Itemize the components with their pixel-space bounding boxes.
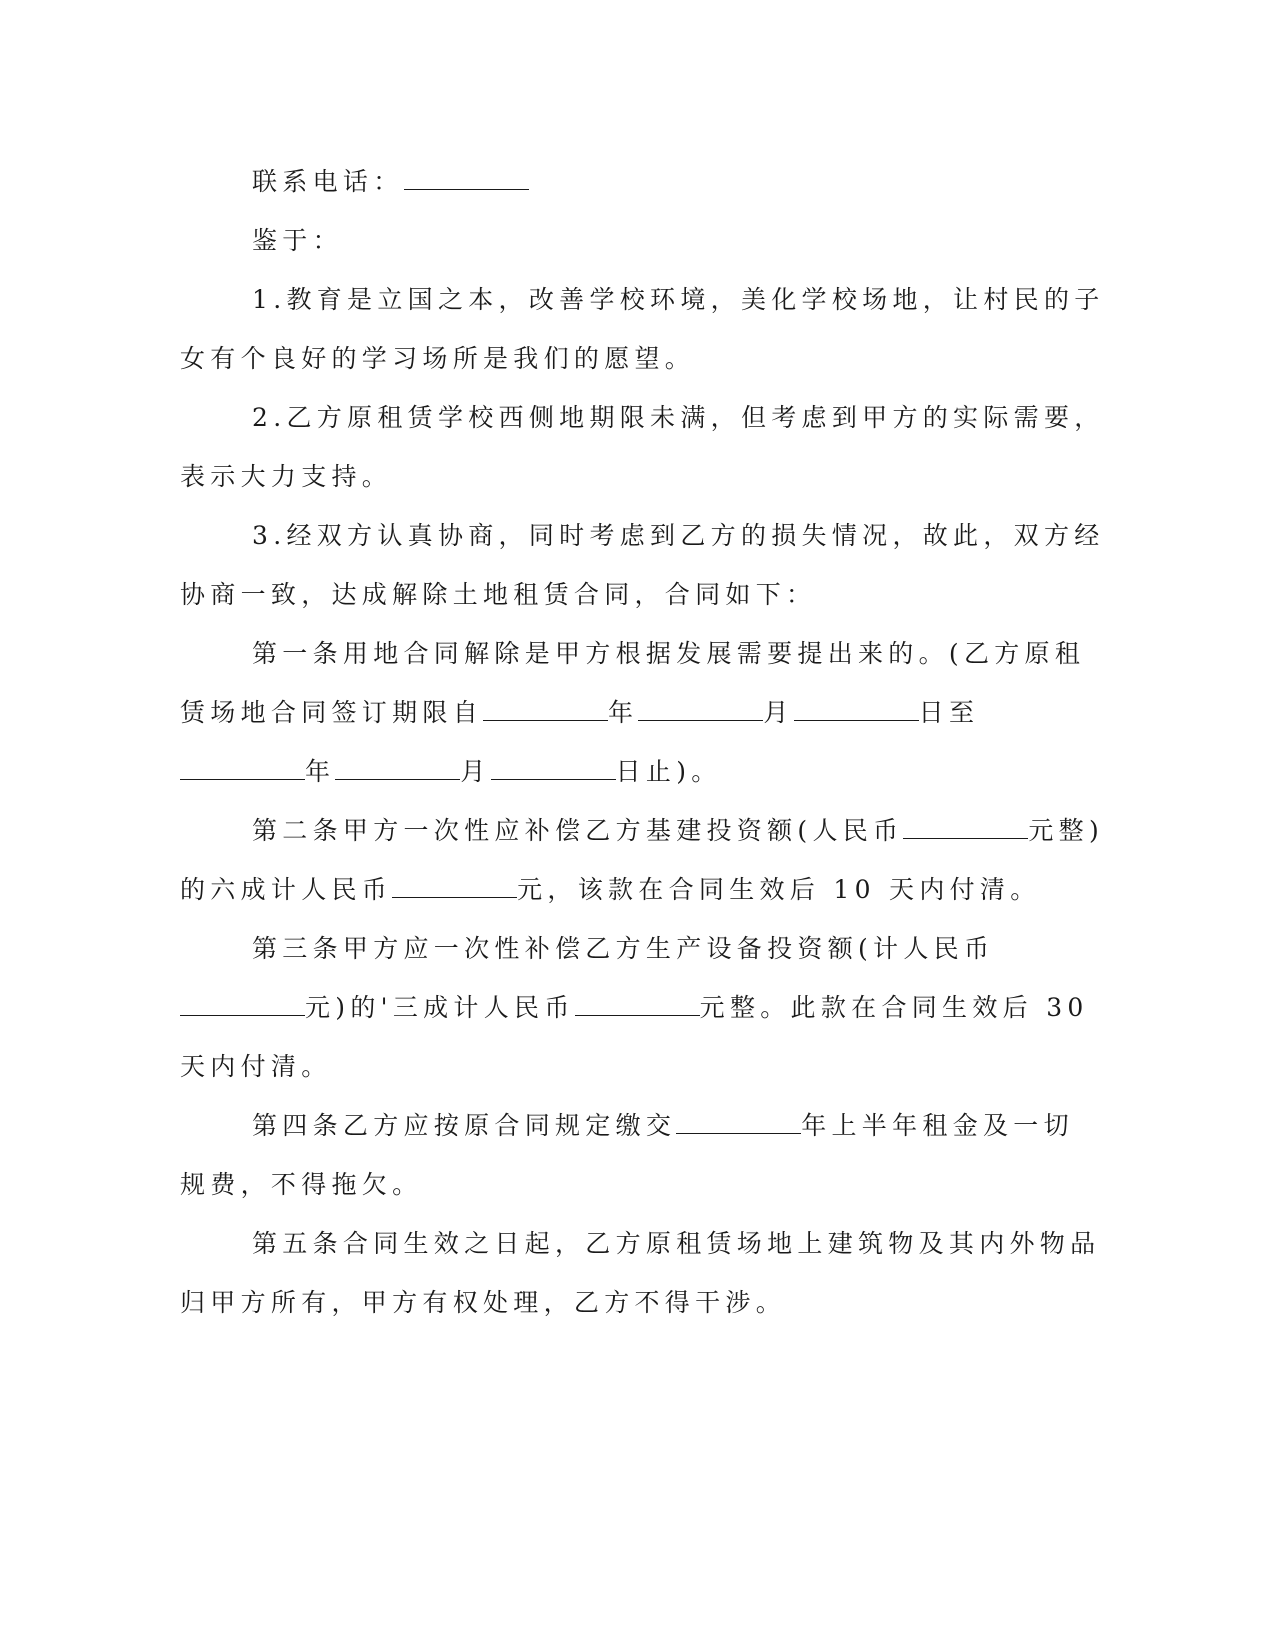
article-2-line-2 [180, 873, 1041, 907]
clause-2-line-1 [252, 401, 1105, 435]
article-3-line-1 [252, 932, 994, 966]
contact-phone-label: 联系电话： [252, 167, 404, 196]
text: 赁场地合同签订期限自 [180, 698, 484, 727]
contact-phone-blank [404, 167, 529, 190]
article-1-line-3 [180, 755, 722, 789]
thirty-percent-amount-blank [575, 993, 700, 1016]
text: 元)的'三成计人民币 [305, 993, 575, 1022]
sixty-percent-amount-blank [392, 875, 517, 898]
article-4-line-1 [252, 1109, 1074, 1143]
start-month-blank [638, 698, 763, 721]
infrastructure-amount-blank [903, 816, 1028, 839]
text: 3.经双方认真协商，同时考虑到乙方的损失情况，故此，双方经 [252, 521, 1105, 550]
text: 年 [305, 757, 336, 786]
text: 协商一致，达成解除土地租赁合同，合同如下： [180, 580, 817, 609]
clause-3-line-2 [180, 578, 816, 612]
text: 女有个良好的学习场所是我们的愿望。 [180, 344, 696, 373]
article-3-line-3 [180, 1050, 332, 1084]
start-day-blank [794, 698, 919, 721]
text: 月 [460, 757, 491, 786]
end-day-blank [491, 757, 616, 780]
contact-phone-line [252, 165, 529, 199]
equipment-amount-blank [180, 993, 305, 1016]
text: 月 [763, 698, 794, 727]
clause-3-line-1 [252, 519, 1105, 553]
text: 归甲方所有，甲方有权处理，乙方不得干涉。 [180, 1288, 787, 1317]
article-2-line-1 [252, 814, 1104, 848]
text: 2.乙方原租赁学校西侧地期限未满，但考虑到甲方的实际需要， [252, 403, 1105, 432]
article-5-line-2 [180, 1286, 786, 1320]
text: 第三条甲方应一次性补偿乙方生产设备投资额(计人民币 [252, 934, 995, 963]
article-1-line-1 [252, 637, 1085, 671]
text: 元整。此款在合同生效后 30 [699, 993, 1089, 1022]
text: 年上半年租金及一切 [801, 1111, 1074, 1140]
text: 表示大力支持。 [180, 462, 393, 491]
text: 元，该款在合同生效后 10 天内付清。 [517, 875, 1041, 904]
rent-year-blank [676, 1111, 801, 1134]
text: 日止)。 [615, 757, 722, 786]
article-3-line-2 [180, 991, 1089, 1025]
text: 规费，不得拖欠。 [180, 1170, 423, 1199]
text: 天内付清。 [180, 1052, 332, 1081]
text: 元整) [1028, 816, 1105, 845]
text: 的六成计人民币 [180, 875, 393, 904]
end-month-blank [335, 757, 460, 780]
text: 第五条合同生效之日起，乙方原租赁场地上建筑物及其内外物品 [252, 1229, 1101, 1258]
text: 第一条用地合同解除是甲方根据发展需要提出来的。(乙方原租 [252, 639, 1086, 668]
end-year-blank [180, 757, 305, 780]
text: 年 [608, 698, 639, 727]
whereas-heading [252, 224, 343, 258]
article-1-line-2 [180, 696, 979, 730]
clause-2-line-2 [180, 460, 392, 494]
text: 第二条甲方一次性应补偿乙方基建投资额(人民币 [252, 816, 904, 845]
start-year-blank [483, 698, 608, 721]
text: 第四条乙方应按原合同规定缴交 [252, 1111, 677, 1140]
text: 1.教育是立国之本，改善学校环境，美化学校场地，让村民的子 [252, 285, 1105, 314]
article-5-line-1 [252, 1227, 1100, 1261]
clause-1-line-2 [180, 342, 695, 376]
clause-1-line-1 [252, 283, 1105, 317]
whereas-text: 鉴于： [252, 226, 343, 255]
article-4-line-2 [180, 1168, 422, 1202]
text: 日至 [918, 698, 980, 727]
